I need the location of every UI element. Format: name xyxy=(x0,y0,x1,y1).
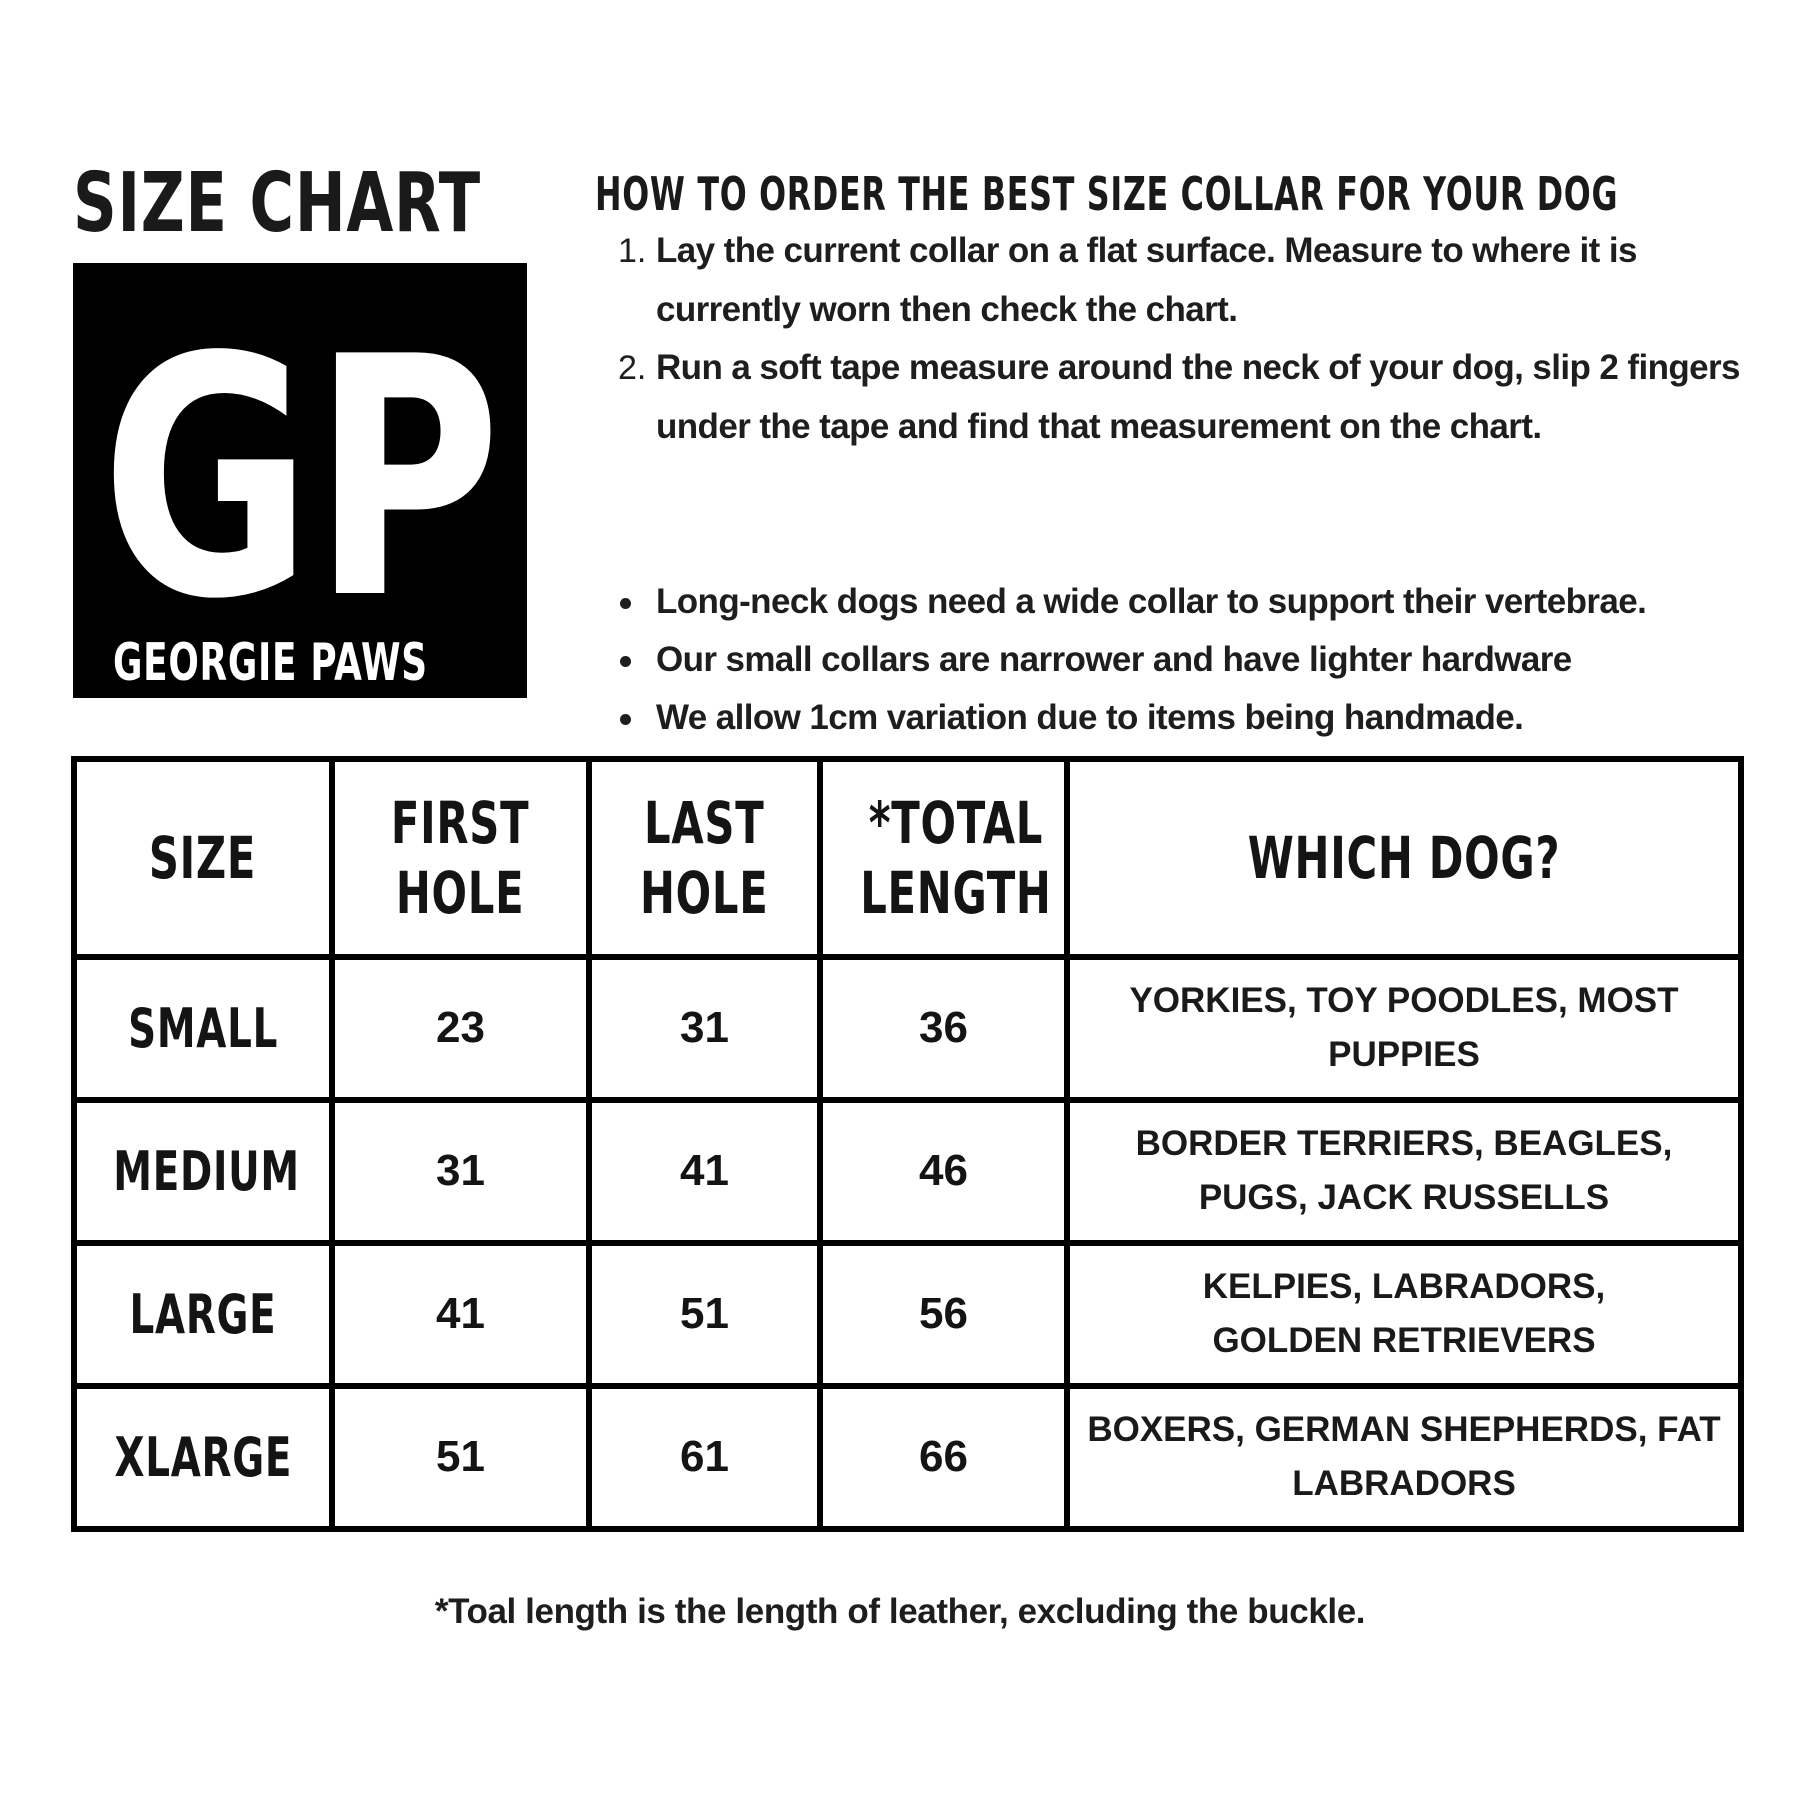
step-text: Run a soft tape measure around the neck of your dog, slip 2 fingers under the tape and find that measurement on the chart. xyxy=(656,348,1740,446)
total-length-cell xyxy=(820,1386,1067,1529)
first-hole-cell xyxy=(332,957,589,1100)
tip-text: Long-neck dogs need a wide collar to support their vertebrae. xyxy=(656,582,1647,621)
size-cell xyxy=(74,1100,332,1243)
total-length-cell xyxy=(820,1243,1067,1386)
header-first-hole xyxy=(332,759,589,957)
first-hole-value: 51 xyxy=(436,1432,485,1482)
first-hole-value: 41 xyxy=(436,1289,485,1339)
first-hole-cell xyxy=(332,1100,589,1243)
which-dog-text: BORDER TERRIERS, BEAGLES, PUGS, JACK RUSSELLS xyxy=(1135,1124,1673,1218)
header-last-hole-label xyxy=(640,788,768,928)
header-size xyxy=(74,759,332,957)
which-dog-text: BOXERS, GERMAN SHEPHERDS, FAT LABRADORS xyxy=(1087,1410,1721,1504)
total-length-value: 66 xyxy=(919,1432,968,1482)
first-hole-value: 31 xyxy=(436,1146,485,1196)
total-length-cell xyxy=(820,957,1067,1100)
first-hole-cell xyxy=(332,1243,589,1386)
instruction-steps xyxy=(620,222,1750,456)
tip-item xyxy=(620,631,1750,689)
size-name: MEDIUM xyxy=(113,1139,300,1203)
which-dog-cell xyxy=(1067,957,1741,1100)
how-to-heading: HOW TO ORDER THE BEST SIZE COLLAR FOR YOUR DOG xyxy=(595,167,1619,221)
tip-text: We allow 1cm variation due to items being handmade. xyxy=(656,698,1524,737)
header-total-length-line1: *TOTAL xyxy=(868,788,1044,857)
table-header-row xyxy=(74,759,1741,957)
georgie-paws-logo xyxy=(73,263,527,698)
table-row xyxy=(74,957,1741,1100)
header-last-hole-line2: HOLE xyxy=(640,858,769,927)
total-length-value: 36 xyxy=(919,1003,968,1053)
size-name: XLARGE xyxy=(114,1425,292,1489)
total-length-value: 56 xyxy=(919,1289,968,1339)
tip-item xyxy=(620,573,1750,631)
size-name: SMALL xyxy=(128,996,278,1060)
tip-item xyxy=(620,689,1750,747)
size-name: LARGE xyxy=(129,1282,277,1346)
tips-list xyxy=(620,573,1750,747)
size-chart-title: SIZE CHART xyxy=(73,156,481,251)
header-last-hole xyxy=(589,759,820,957)
logo-monogram xyxy=(91,293,511,618)
header-first-hole-line2: HOLE xyxy=(396,858,525,927)
last-hole-value: 41 xyxy=(680,1146,729,1196)
total-length-cell xyxy=(820,1100,1067,1243)
step-number: 1. xyxy=(618,232,647,270)
size-cell xyxy=(74,1243,332,1386)
header-first-hole-label xyxy=(391,788,529,928)
header-which-dog-label: WHICH DOG? xyxy=(1247,823,1561,892)
header-total-length xyxy=(820,759,1067,957)
size-cell xyxy=(74,957,332,1100)
header-total-length-line2: LENGTH xyxy=(860,858,1052,927)
total-length-value: 46 xyxy=(919,1146,968,1196)
logo-monogram-text: GP xyxy=(101,293,501,618)
bullet-icon xyxy=(620,656,631,667)
table-row xyxy=(74,1386,1741,1529)
header-size-label: SIZE xyxy=(149,823,257,892)
bullet-icon xyxy=(620,714,631,725)
last-hole-cell xyxy=(589,1100,820,1243)
step-text: Lay the current collar on a flat surface. Measure to where it is currently worn then check the chart. xyxy=(656,231,1637,329)
bullet-icon xyxy=(620,598,631,609)
which-dog-text: KELPIES, LABRADORS, GOLDEN RETRIEVERS xyxy=(1202,1267,1606,1361)
last-hole-value: 61 xyxy=(680,1432,729,1482)
which-dog-cell xyxy=(1067,1386,1741,1529)
step-number: 2. xyxy=(618,349,647,387)
first-hole-cell xyxy=(332,1386,589,1529)
which-dog-text: YORKIES, TOY POODLES, MOST PUPPIES xyxy=(1129,981,1679,1075)
tip-text: Our small collars are narrower and have lighter hardware xyxy=(656,640,1572,679)
header-total-length-label xyxy=(860,788,1051,928)
footnote: *Toal length is the length of leather, excluding the buckle. xyxy=(434,1592,1366,1631)
logo-brand-name: GEORGIE PAWS xyxy=(113,633,428,693)
table-row xyxy=(74,1243,1741,1386)
last-hole-value: 31 xyxy=(680,1003,729,1053)
table-row xyxy=(74,1100,1741,1243)
header-which-dog xyxy=(1067,759,1741,957)
last-hole-cell xyxy=(589,1386,820,1529)
last-hole-cell xyxy=(589,1243,820,1386)
step-item xyxy=(620,339,1750,456)
which-dog-cell xyxy=(1067,1100,1741,1243)
first-hole-value: 23 xyxy=(436,1003,485,1053)
which-dog-cell xyxy=(1067,1243,1741,1386)
step-item xyxy=(620,222,1750,339)
last-hole-cell xyxy=(589,957,820,1100)
header-first-hole-line1: FIRST xyxy=(391,788,530,857)
size-cell xyxy=(74,1386,332,1529)
last-hole-value: 51 xyxy=(680,1289,729,1339)
header-last-hole-line1: LAST xyxy=(644,788,765,857)
size-table xyxy=(71,756,1744,1532)
